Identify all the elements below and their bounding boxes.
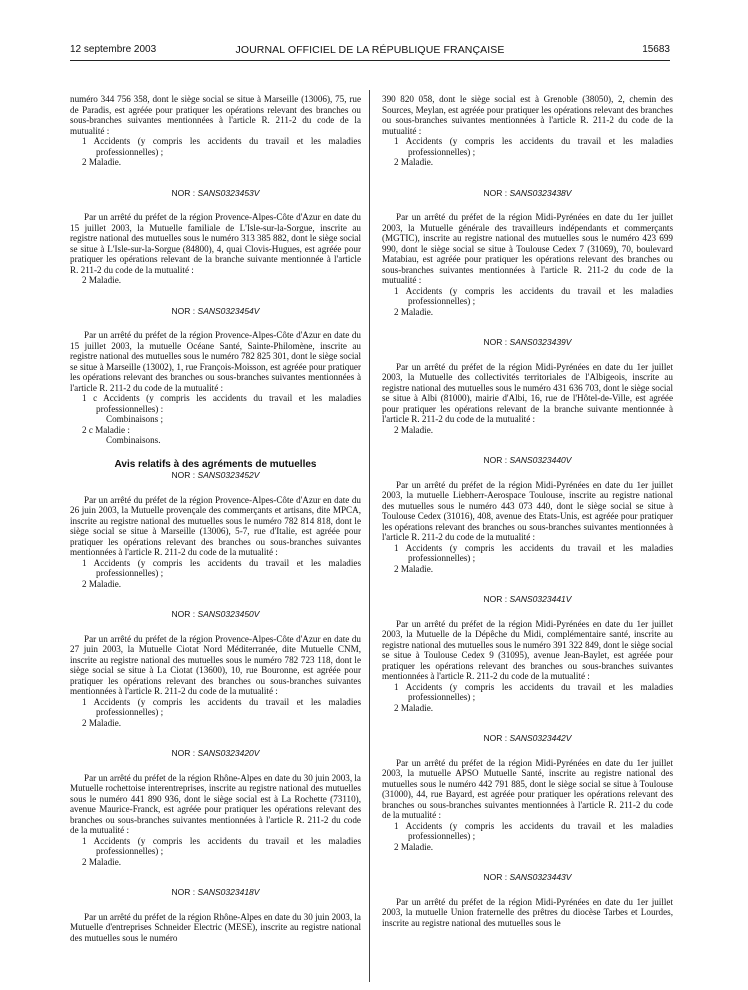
column-divider	[369, 90, 370, 982]
branch-item: 2 c Maladie :	[82, 424, 130, 435]
section-title: Avis relatifs à des agréments de mutuelles	[114, 458, 317, 470]
branch-item: 2 Maladie.	[82, 856, 122, 867]
notice-paragraph: Par un arrêté du préfet de la région Midi-Pyrénées en date du 1er juillet 2003, la mutuelle Liebherr-Aerospace Toulouse, inscrite au registre national des mutuelles sous le numéro 443 073 440, dont le siège social se situe à Toulouse Cedex (31016), 408, avenue des Etats-Unis, est agréée pour pratiquer les opérations relevant des branches ou sous-branches suivantes mentionnées à l'article R. 211-2 du code de la mutualité :	[382, 479, 673, 542]
nor-reference: NOR : SANS0323440V	[483, 455, 572, 465]
branch-item: 1 Accidents (y compris les accidents du travail et les maladies professionnelles) ;	[82, 696, 361, 717]
nor-reference: NOR : SANS0323439V	[483, 337, 572, 347]
branch-item: 2 Maladie.	[82, 717, 122, 728]
notice-paragraph: Par un arrêté du préfet de la région Midi-Pyrénées en date du 1er juillet 2003, la Mutuelle générale des travailleurs indépendants et commerçants (MGTIC), inscrite au registre national des mutuelles sous le numéro 423 699 990, dont le siège social se situe à Toulouse Cedex 7 (31069), 70, boulevard Matabiau, est agréée pour pratiquer les opérations relevant des branches ou sous-branches suivantes mentionnées à l'article R. 211-2 du code de la mutualité :	[382, 212, 673, 285]
notice-paragraph: Par un arrêté du préfet de la région Midi-Pyrénées en date du 1er juillet 2003, la Mutuelle des collectivités territoriales de l'Albigeois, inscrite au registre national des mutuelles sous le numéro 431 636 703, dont le siège social se situe à Albi (81000), mairie d'Albi, 16, rue de l'Hôtel-de-Ville, est agréée pour pratiquer les opérations relevant de la branche suivante mentionnée à l'article R. 211-2 du code de la mutualité :	[382, 361, 673, 424]
branch-item: 1 c Accidents (y compris les accidents du travail et les maladies professionnelles) :	[82, 393, 361, 414]
branch-subitem: Combinaisons ;	[106, 414, 164, 424]
nor-reference: NOR : SANS0323441V	[483, 594, 572, 604]
branch-subitem: Combinaisons.	[106, 435, 161, 445]
branch-item: 1 Accidents (y compris les accidents du travail et les maladies professionnelles) ;	[394, 681, 673, 702]
nor-reference: NOR : SANS0323418V	[171, 887, 260, 897]
nor-reference: NOR : SANS0323450V	[171, 609, 260, 619]
branch-item: 1 Accidents (y compris les accidents du travail et les maladies professionnelles) ;	[394, 285, 673, 306]
notice-paragraph: Par un arrêté du préfet de la région Provence-Alpes-Côte d'Azur en date du 15 juillet 2003, la mutuelle Océane Santé, Sainte-Philomène, inscrite au registre national des mutuelles sous le numéro 782 825 301, dont le siège social se situe à Marseille (13002), 1, rue François-Moisson, est agréée pour pratiquer les opérations relevant des branches ou sous-branches suivantes mentionnées à l'article R. 211-2 du code de la mutualité :	[70, 330, 361, 393]
branch-item: 2 Maladie.	[394, 563, 434, 574]
branch-item: 1 Accidents (y compris les accidents du travail et les maladies professionnelles) ;	[394, 542, 673, 563]
notice-paragraph: Par un arrêté du préfet de la région Provence-Alpes-Côte d'Azur en date du 26 juin 2003, la Mutuelle provençale des commerçants et artisans, dite MPCA, inscrite au registre national des mutuelles sous le numéro 782 814 818, dont le siège social se situe à Marseille (13006), 5-7, rue d'Italie, est agréée pour pratiquer les opérations relevant des branches ou sous-branches suivantes mentionnées à l'article R. 211-2 du code de la mutualité :	[70, 494, 361, 557]
page-header	[70, 44, 670, 58]
branch-item: 2 Maladie.	[394, 306, 434, 317]
branch-item: 2 Maladie.	[394, 702, 434, 713]
header-journal-title: JOURNAL OFFICIEL DE LA RÉPUBLIQUE FRANÇAISE	[235, 44, 505, 56]
notice-continuation: 390 820 058, dont le siège social est à Grenoble (38050), 2, chemin des Sources, Meylan, est agréée pour pratiquer les opérations relevant des branches ou sous-branches suivantes mentionnées à l'article R. 211-2 du code de la mutualité :	[382, 94, 673, 136]
branch-item: 2 Maladie.	[82, 157, 122, 167]
nor-reference: NOR : SANS0323420V	[171, 748, 260, 758]
branch-item: 2 Maladie.	[82, 275, 122, 285]
branch-item: 2 Maladie.	[394, 841, 434, 852]
branch-item: 1 Accidents (y compris les accidents du travail et les maladies professionnelles) ;	[394, 820, 673, 841]
branch-item: 1 Accidents (y compris les accidents du travail et les maladies professionnelles) ;	[394, 136, 673, 157]
branch-item: 2 Maladie.	[394, 157, 434, 167]
notice-paragraph: Par un arrêté du préfet de la région Provence-Alpes-Côte d'Azur en date du 15 juillet 2003, la Mutuelle familiale de L'Isle-sur-la-Sorgue, inscrite au registre national des mutuelles sous le numéro 313 385 882, dont le siège social se situe à L'Isle-sur-la-Sorgue (84800), 4, quai Clovis-Hugues, est agréée pour pratiquer les opérations relevant de la branche suivante mentionnée à l'article R. 211-2 du code de la mutualité :	[70, 212, 361, 275]
notice-paragraph: Par un arrêté du préfet de la région Rhône-Alpes en date du 30 juin 2003, la Mutuelle d'entreprises Schneider Electric (MESE), inscrite au registre national des mutuelles sous le numéro	[70, 911, 361, 943]
nor-reference: NOR : SANS0323454V	[171, 305, 260, 316]
header-page-number: 15683	[642, 44, 670, 55]
notice-paragraph: Par un arrêté du préfet de la région Provence-Alpes-Côte d'Azur en date du 27 juin 2003, la Mutuelle Ciotat Nord Méditerranée, dite Mutuelle CNM, inscrite au registre national des mutuelles sous le numéro 782 723 118, dont le siège social se situe à La Ciotat (13600), 10, rue Bouronne, est agréée pour pratiquer les opérations relevant des branches ou sous-branches suivantes mentionnées à l'article R. 211-2 du code de la mutualité :	[70, 633, 361, 696]
notice-continuation: numéro 344 756 358, dont le siège social se situe à Marseille (13006), 75, rue de Paradis, est agréée pour pratiquer les opérations relevant des branches ou sous-branches suivantes mentionnées à l'article R. 211-2 du code de la mutualité :	[70, 94, 361, 136]
nor-reference: NOR : SANS0323452V	[171, 470, 260, 480]
notice-paragraph: Par un arrêté du préfet de la région Midi-Pyrénées en date du 1er juillet 2003, la mutuelle APSO Mutuelle Santé, inscrite au registre national des mutuelles sous le numéro 442 791 885, dont le siège social se situe à Toulouse (31000), 44, rue Bayard, est agréée pour pratiquer les opérations relevant des branches ou sous-branches suivantes mentionnées à l'article R. 211-2 du code de la mutualité :	[382, 757, 673, 820]
branch-item: 1 Accidents (y compris les accidents du travail et les maladies professionnelles) ;	[82, 835, 361, 856]
branch-item: 2 Maladie.	[82, 578, 122, 589]
notice-paragraph: Par un arrêté du préfet de la région Midi-Pyrénées en date du 1er juillet 2003, la mutuelle Union fraternelle des prêtres du diocèse Tarbes et Lourdes, inscrite au registre national des mutuelles sous le	[382, 896, 673, 928]
nor-reference: NOR : SANS0323443V	[483, 872, 572, 882]
notice-paragraph: Par un arrêté du préfet de la région Midi-Pyrénées en date du 1er juillet 2003, la Mutuelle de la Dépêche du Midi, complémentaire santé, inscrite au registre national des mutuelles sous le numéro 391 322 849, dont le siège social se situe à Toulouse Cedex 9 (31095), avenue Jean-Baylet, est agréée pour pratiquer les opérations relevant des branches ou sous-branches suivantes mentionnées à l'article R. 211-2 du code de la mutualité :	[382, 618, 673, 681]
branch-item: 2 Maladie.	[394, 424, 434, 435]
header-date: 12 septembre 2003	[70, 44, 157, 55]
nor-reference: NOR : SANS0323442V	[483, 733, 572, 743]
header-rule	[70, 60, 670, 61]
right-column	[382, 94, 673, 928]
notice-paragraph: Par un arrêté du préfet de la région Rhône-Alpes en date du 30 juin 2003, la Mutuelle rochettoise interentreprises, inscrite au registre national des mutuelles sous le numéro 441 890 936, dont le siège social est à La Rochette (73110), avenue Maurice-Franck, est agréée pour pratiquer les opérations relevant des branches ou sous-branches suivantes mentionnées à l'article R. 211-2 du code de la mutualité :	[70, 772, 361, 835]
nor-reference: NOR : SANS0323453V	[171, 187, 260, 198]
branch-item: 1 Accidents (y compris les accidents du travail et les maladies professionnelles) ;	[82, 136, 361, 157]
nor-reference: NOR : SANS0323438V	[483, 187, 572, 198]
left-column	[70, 94, 361, 943]
branch-item: 1 Accidents (y compris les accidents du travail et les maladies professionnelles) ;	[82, 557, 361, 578]
